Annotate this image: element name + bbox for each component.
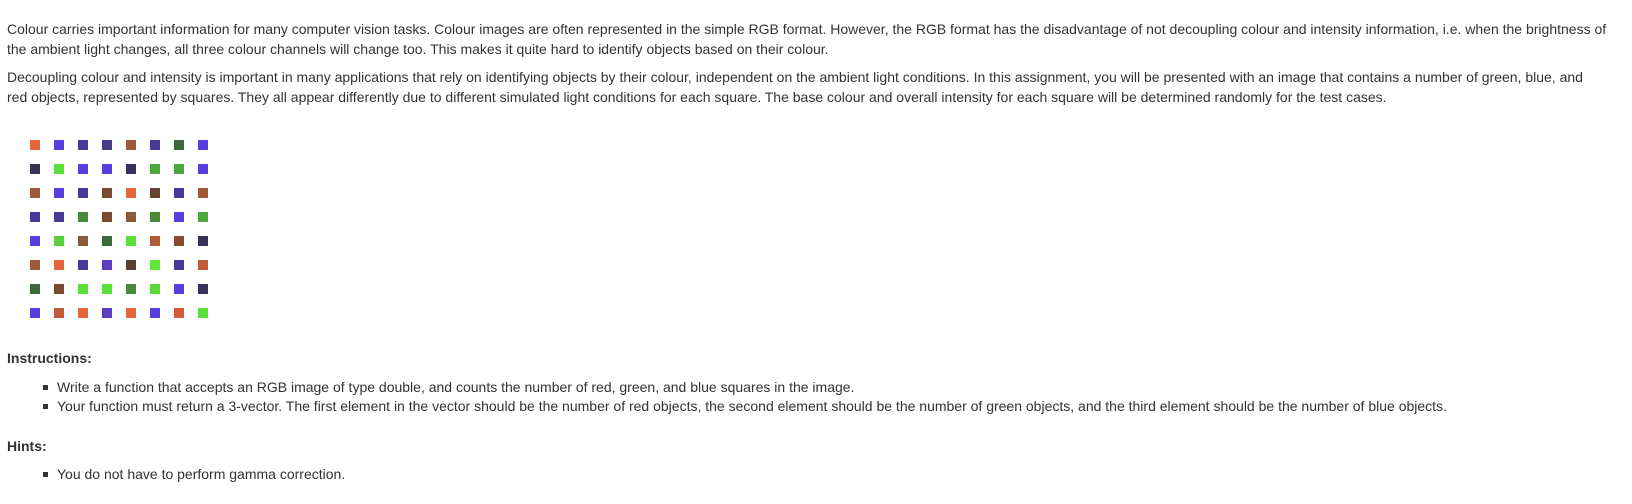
colored-square: [126, 212, 136, 222]
colored-square: [54, 164, 64, 174]
colored-square: [54, 212, 64, 222]
colored-square: [30, 236, 40, 246]
bullet-icon: [43, 472, 48, 477]
colored-square: [30, 308, 40, 318]
colored-square: [102, 260, 112, 270]
intro-paragraph-1: Colour carries important information for many computer vision tasks. Colour images are often represented in the simple RGB format. However, the RGB format has the disadvantage of not decoupling colour and intensity information, i.e. when the brightness of the ambient light changes, all three colour channels will change too. This makes it quite hard to identify objects based on their colour.: [7, 21, 1607, 57]
hints-item-text: You do not have to perform gamma correction.: [57, 466, 346, 482]
colored-square: [30, 140, 40, 150]
colored-square: [198, 260, 208, 270]
colored-square: [102, 308, 112, 318]
colored-square: [198, 236, 208, 246]
colored-square: [30, 260, 40, 270]
colored-square: [174, 164, 184, 174]
colored-square: [102, 188, 112, 198]
hints-heading: Hints:: [7, 438, 47, 454]
colored-square: [174, 308, 184, 318]
colored-square: [198, 188, 208, 198]
colored-square: [126, 164, 136, 174]
colored-square: [102, 140, 112, 150]
instructions-item-text: Your function must return a 3-vector. The first element in the vector should be the number of red objects, the second element should be the number of green objects, and the third element should be the number of blue objects.: [57, 398, 1447, 414]
intro-paragraph-2: Decoupling colour and intensity is important in many applications that rely on identifying objects by their colour, independent on the ambient light conditions. In this assignment, you will be presented with an image that contains a number of green, blue, and red objects, represented by squares. They all appear differently due to different simulated light conditions for each square. The base colour and overall intensity for each square will be determined randomly for the test cases.: [7, 69, 1583, 105]
colored-square: [78, 164, 88, 174]
instructions-item: [57, 397, 1447, 416]
colored-square: [126, 260, 136, 270]
colored-square: [150, 140, 160, 150]
instructions-heading: Instructions:: [7, 350, 92, 366]
colored-square: [54, 260, 64, 270]
colored-square: [126, 308, 136, 318]
colored-square: [150, 236, 160, 246]
colored-square: [174, 140, 184, 150]
colored-square: [78, 236, 88, 246]
colored-square: [174, 260, 184, 270]
hints-list: [37, 465, 345, 484]
colored-square: [30, 188, 40, 198]
colored-square: [54, 308, 64, 318]
colored-square: [54, 284, 64, 294]
colored-square: [30, 284, 40, 294]
colored-square: [150, 164, 160, 174]
colored-square: [102, 284, 112, 294]
bullet-icon: [43, 404, 48, 409]
colored-square: [54, 236, 64, 246]
colored-square: [78, 284, 88, 294]
colored-square: [102, 164, 112, 174]
colored-square: [150, 308, 160, 318]
colored-square: [198, 212, 208, 222]
colored-square: [126, 140, 136, 150]
colored-square: [54, 188, 64, 198]
colored-square: [150, 188, 160, 198]
colored-square: [126, 188, 136, 198]
colored-square: [198, 284, 208, 294]
colored-square: [150, 212, 160, 222]
instructions-list: [37, 378, 1447, 416]
colored-square: [30, 164, 40, 174]
assignment-description: [7, 19, 1607, 115]
colored-square: [54, 140, 64, 150]
colored-square: [78, 188, 88, 198]
colored-square: [78, 140, 88, 150]
colored-square: [126, 236, 136, 246]
colored-square: [78, 212, 88, 222]
colored-square: [198, 164, 208, 174]
colored-square: [198, 308, 208, 318]
colored-square: [102, 212, 112, 222]
colored-squares-image: [0, 0, 240, 330]
colored-square: [174, 212, 184, 222]
colored-square: [174, 236, 184, 246]
colored-square: [78, 308, 88, 318]
hints-item: [57, 465, 345, 484]
colored-square: [30, 212, 40, 222]
colored-square: [174, 188, 184, 198]
colored-square: [150, 284, 160, 294]
colored-square: [102, 236, 112, 246]
colored-square: [198, 140, 208, 150]
colored-square: [150, 260, 160, 270]
bullet-icon: [43, 385, 48, 390]
colored-square: [78, 260, 88, 270]
instructions-item: [57, 378, 1447, 397]
colored-square: [126, 284, 136, 294]
instructions-item-text: Write a function that accepts an RGB image of type double, and counts the number of red, green, and blue squares in the image.: [57, 379, 855, 395]
colored-square: [174, 284, 184, 294]
